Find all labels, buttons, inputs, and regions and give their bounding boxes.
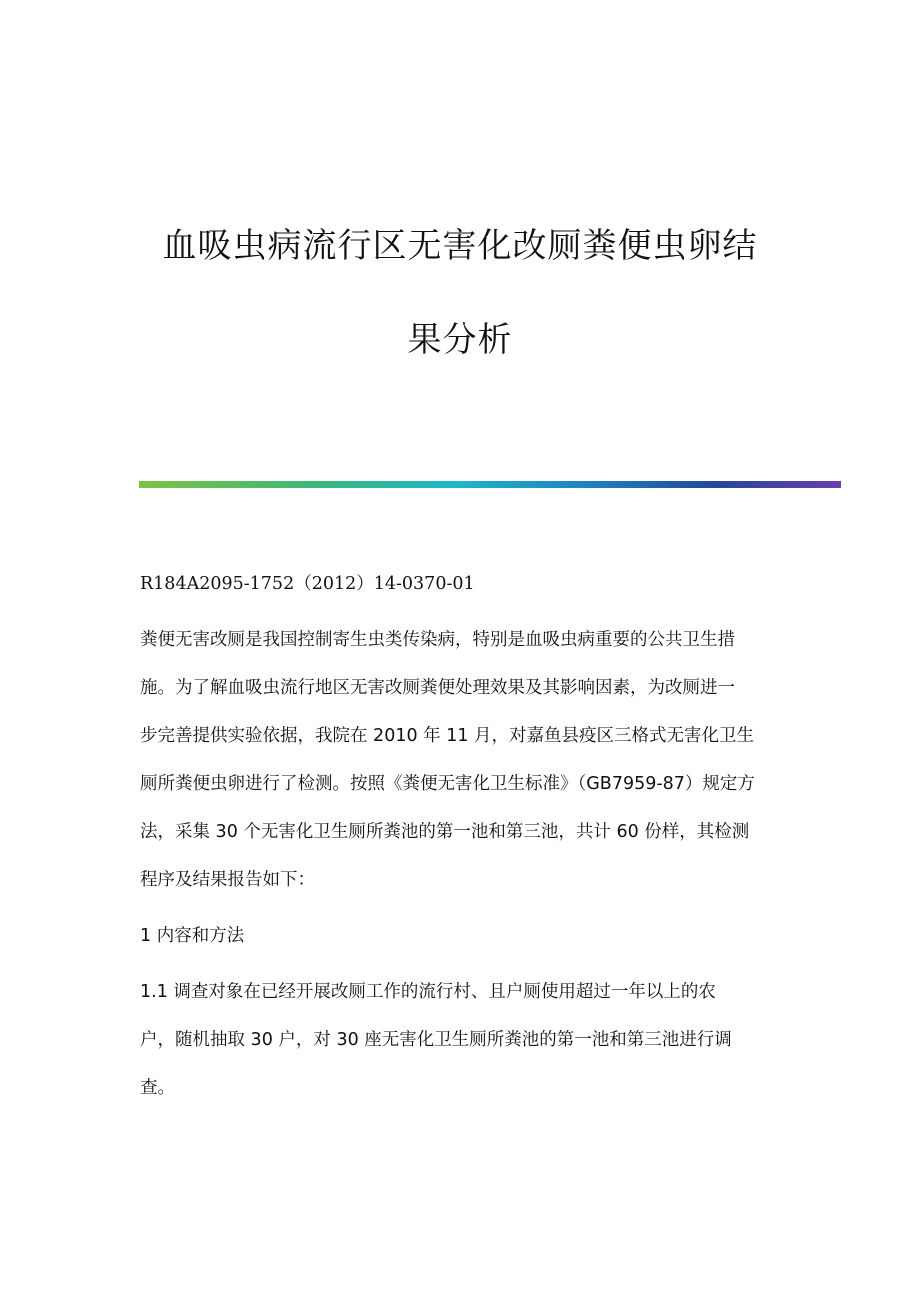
- paragraph-1-line-3: 步完善提供实验依据，我院在 2010 年 11 月，对嘉鱼县疫区三格式无害化卫生: [140, 726, 755, 746]
- paragraph-2-line-2: 户，随机抽取 30 户，对 30 座无害化卫生厕所粪池的第一池和第三池进行调: [140, 1030, 732, 1050]
- paragraph-1-line-5: 法，采集 30 个无害化卫生厕所粪池的第一池和第三池，共计 60 份样，其检测: [140, 822, 750, 842]
- paragraph-2-line-3: 查。: [140, 1078, 175, 1098]
- document-title-line-1: 血吸虫病流行区无害化改厕粪便虫卵结: [162, 226, 758, 266]
- paragraph-1-line-4: 厕所粪便虫卵进行了检测。按照《粪便无害化卫生标准》（GB7959-87）规定方: [140, 774, 755, 794]
- paragraph-1-line-1: 粪便无害改厕是我国控制寄生虫类传染病，特别是血吸虫病重要的公共卫生措: [140, 630, 735, 650]
- paragraph-1-line-6: 程序及结果报告如下：: [140, 870, 315, 890]
- section-heading: 1 内容和方法: [140, 926, 245, 946]
- document-title-line-2: 果分析: [407, 320, 513, 360]
- paragraph-1-line-2: 施。为了解血吸虫流行地区无害改厕粪便处理效果及其影响因素，为改厕进一: [140, 678, 735, 698]
- paragraph-2-line-1: 1.1 调查对象在已经开展改厕工作的流行村、且户厕使用超过一年以上的农: [140, 982, 716, 1002]
- reference-code: R184A2095-1752（2012）14-0370-01: [140, 574, 475, 594]
- gradient-divider: [139, 481, 841, 488]
